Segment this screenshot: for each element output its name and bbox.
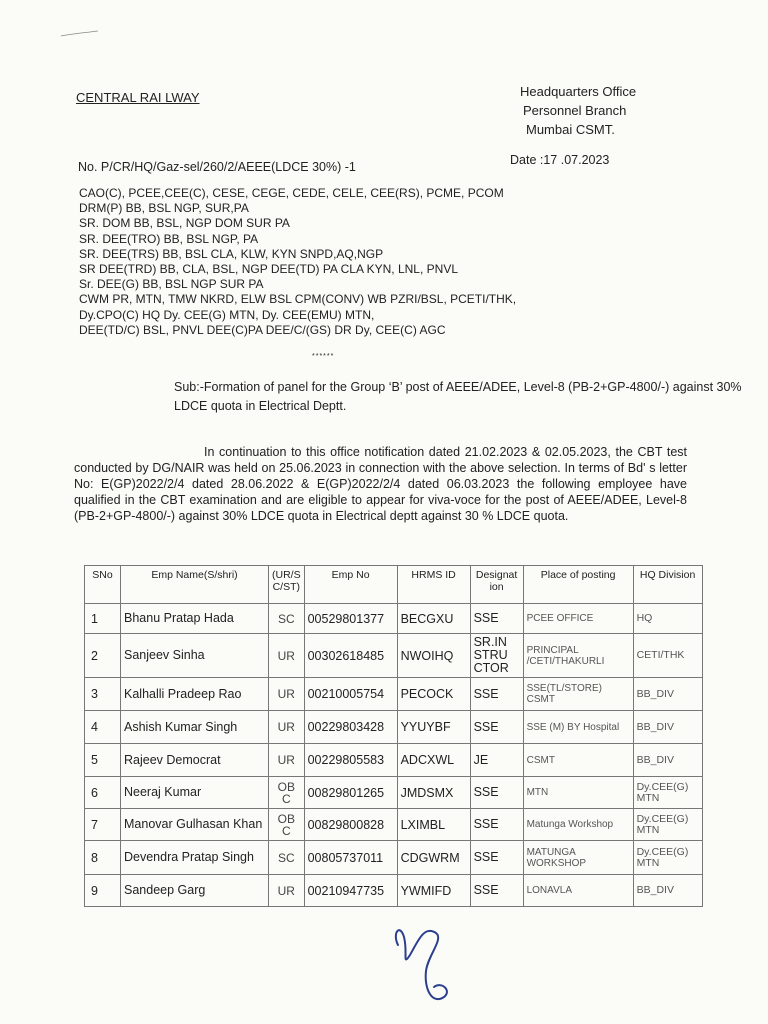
separator: ******: [312, 353, 335, 360]
cell-category: SC: [269, 841, 305, 875]
cell-hrms-id: PECOCK: [397, 678, 470, 711]
table-row: [85, 841, 703, 875]
employee-table: [84, 565, 703, 907]
cell-name: Bhanu Pratap Hada: [121, 604, 269, 634]
cell-name: Neeraj Kumar: [121, 777, 269, 809]
table-header-row: [85, 566, 703, 604]
col-header-place: Place of posting: [523, 566, 633, 604]
reference-number: No. P/CR/HQ/Gaz-sel/260/2/AEEE(LDCE 30%) -1: [78, 160, 356, 174]
distribution-line: Dy.CPO(C) HQ Dy. CEE(G) MTN, Dy. CEE(EMU) MTN,: [79, 307, 375, 322]
cell-emp-no: 00210947735: [304, 875, 397, 907]
cell-designation: SSE: [470, 841, 523, 875]
distribution-line: CAO(C), PCEE,CEE(C), CESE, CEGE, CEDE, CELE, CEE(RS), PCME, PCOM: [79, 186, 504, 200]
subject-line: Sub:-Formation of panel for the Group ‘B’ post of AEEE/ADEE, Level-8 (PB-2+GP-4800/-) against 30% LDCE quota in Electrical Deptt.: [174, 380, 742, 413]
distribution-line: CWM PR, MTN, TMW NKRD, ELW BSL CPM(CONV) WB PZRI/BSL, PCETI/THK,: [79, 292, 517, 307]
cell-category: UR: [269, 634, 305, 678]
office-line: Personnel Branch: [523, 103, 627, 118]
organization-name: CENTRAL RAI LWAY: [76, 90, 200, 105]
cell-name: Sandeep Garg: [121, 875, 269, 907]
cell-designation: SSE: [470, 711, 523, 744]
cell-category: OB C: [269, 777, 305, 809]
col-header-hrms: HRMS ID: [397, 566, 470, 604]
table-row: [85, 809, 703, 841]
cell-place: SSE(TL/STORE) CSMT: [523, 678, 633, 711]
distribution-line: DEE(TD/C) BSL, PNVL DEE(C)PA DEE/C/(GS) DR Dy, CEE(C) AGC: [79, 322, 446, 337]
cell-place: MTN: [523, 777, 633, 809]
cell-place: PCEE OFFICE: [523, 604, 633, 634]
office-line: Headquarters Office: [520, 84, 637, 99]
cell-hrms-id: LXIMBL: [397, 809, 470, 841]
cell-category: UR: [269, 744, 305, 777]
cell-hrms-id: NWOIHQ: [397, 634, 470, 678]
cell-place: Matunga Workshop: [523, 809, 633, 841]
table-row: [85, 777, 703, 809]
table-row: [85, 604, 703, 634]
cell-emp-no: 00829800828: [304, 809, 397, 841]
distribution-line: Sr. DEE(G) BB, BSL NGP SUR PA: [79, 277, 264, 292]
cell-hrms-id: CDGWRM: [397, 841, 470, 875]
cell-name: Kalhalli Pradeep Rao: [121, 678, 269, 711]
cell-designation: JE: [470, 744, 523, 777]
cell-category: UR: [269, 875, 305, 907]
cell-sno: 9: [85, 875, 121, 907]
col-header-emp-no: Emp No: [304, 566, 397, 604]
cell-hq-division: Dy.CEE(G) MTN: [633, 841, 702, 875]
distribution-line: SR DEE(TRD) BB, CLA, BSL, NGP DEE(TD) PA CLA KYN, LNL, PNVL: [79, 262, 458, 277]
cell-emp-no: 00805737011: [304, 841, 397, 875]
distribution-line: SR. DEE(TRO) BB, BSL NGP, PA: [79, 231, 259, 246]
cell-sno: 7: [85, 809, 121, 841]
cell-hq-division: Dy.CEE(G) MTN: [633, 809, 702, 841]
col-header-designation: Designat ion: [470, 566, 523, 604]
office-line: Mumbai CSMT.: [526, 122, 615, 137]
cell-designation: SSE: [470, 875, 523, 907]
cell-category: OB C: [269, 809, 305, 841]
cell-hq-division: HQ: [633, 604, 702, 634]
table-body: [85, 604, 703, 907]
cell-hq-division: BB_DIV: [633, 744, 702, 777]
cell-emp-no: 00229805583: [304, 744, 397, 777]
cell-name: Devendra Pratap Singh: [121, 841, 269, 875]
col-header-hq: HQ Division: [633, 566, 702, 604]
cell-place: MATUNGA WORKSHOP: [523, 841, 633, 875]
cell-place: PRINCIPAL /CETI/THAKURLI: [523, 634, 633, 678]
table-row: [85, 744, 703, 777]
cell-place: LONAVLA: [523, 875, 633, 907]
table-row: [85, 678, 703, 711]
cell-hq-division: BB_DIV: [633, 875, 702, 907]
cell-category: UR: [269, 678, 305, 711]
cell-designation: SSE: [470, 678, 523, 711]
cell-place: CSMT: [523, 744, 633, 777]
cell-designation: SSE: [470, 777, 523, 809]
cell-name: Rajeev Democrat: [121, 744, 269, 777]
cell-emp-no: 00210005754: [304, 678, 397, 711]
cell-sno: 1: [85, 604, 121, 634]
cell-place: SSE (M) BY Hospital: [523, 711, 633, 744]
cell-name: Sanjeev Sinha: [121, 634, 269, 678]
distribution-line: SR. DEE(TRS) BB, BSL CLA, KLW, KYN SNPD,AQ,NGP: [79, 246, 384, 261]
cell-hq-division: CETI/THK: [633, 634, 702, 678]
cell-emp-no: 00229803428: [304, 711, 397, 744]
col-header-category: (UR/S C/ST): [269, 566, 305, 604]
cell-emp-no: 00529801377: [304, 604, 397, 634]
distribution-list: [79, 186, 516, 338]
cell-hrms-id: JMDSMX: [397, 777, 470, 809]
col-header-name: Emp Name(S/shri): [121, 566, 269, 604]
cell-sno: 8: [85, 841, 121, 875]
body-text: In continuation to this office notification dated 21.02.2023 & 02.05.2023, the CBT test conducted by DG/NAIR was held on 25.06.2023 in connection with the above selection. In terms of Bd' s letter No: E(GP)2022/2/4 dated 28.06.2022 & E(GP)2022/2/4 dated 06.03.2023 the following employee have qualified in the CBT examination and are eligible to appear for viva-voce for the post of AEEE/ADEE, Level-8 (PB-2+GP-4800/-) against 30% LDCE quota in Electrical deptt against 30 % LDCE quota.: [74, 445, 687, 523]
cell-name: Ashish Kumar Singh: [121, 711, 269, 744]
cell-designation: SR.IN STRU CTOR: [470, 634, 523, 678]
cell-sno: 6: [85, 777, 121, 809]
cell-emp-no: 00302618485: [304, 634, 397, 678]
cell-hrms-id: YWMIFD: [397, 875, 470, 907]
cell-designation: SSE: [470, 809, 523, 841]
body-paragraph: [74, 444, 687, 524]
cell-category: SC: [269, 604, 305, 634]
cell-sno: 4: [85, 711, 121, 744]
office-address: [520, 82, 636, 139]
pen-mark: [60, 30, 100, 40]
cell-category: UR: [269, 711, 305, 744]
cell-name: Manovar Gulhasan Khan: [121, 809, 269, 841]
cell-hq-division: Dy.CEE(G) MTN: [633, 777, 702, 809]
col-header-sno: SNo: [85, 566, 121, 604]
cell-hrms-id: ADCXWL: [397, 744, 470, 777]
cell-designation: SSE: [470, 604, 523, 634]
table-row: [85, 875, 703, 907]
cell-hrms-id: BECGXU: [397, 604, 470, 634]
distribution-line: SR. DOM BB, BSL, NGP DOM SUR PA: [79, 216, 290, 231]
letter-date: Date :17 .07.2023: [510, 153, 610, 167]
cell-hq-division: BB_DIV: [633, 678, 702, 711]
cell-sno: 5: [85, 744, 121, 777]
cell-emp-no: 00829801265: [304, 777, 397, 809]
signature: [388, 915, 468, 1015]
table-row: [85, 634, 703, 678]
cell-sno: 3: [85, 678, 121, 711]
cell-hrms-id: YYUYBF: [397, 711, 470, 744]
distribution-line: DRM(P) BB, BSL NGP, SUR,PA: [79, 201, 249, 216]
cell-hq-division: BB_DIV: [633, 711, 702, 744]
table-row: [85, 711, 703, 744]
cell-sno: 2: [85, 634, 121, 678]
